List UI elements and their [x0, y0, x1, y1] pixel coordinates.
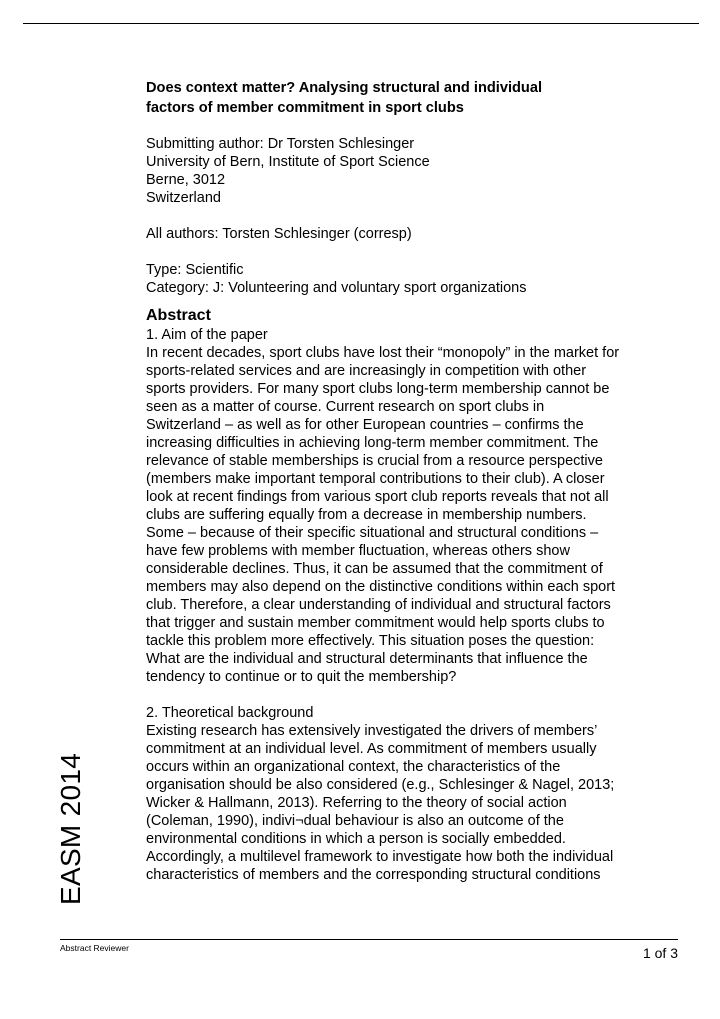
paragraph-line: (members make important temporal contributions to their club). A closer — [146, 471, 605, 487]
paragraph-line: organisation should be also considered (e.g., Schlesinger & Nagel, 2013; — [146, 777, 615, 793]
paragraph-line: Some – because of their specific situational and structural conditions – — [146, 525, 599, 541]
footer-reviewer-label: Abstract Reviewer — [60, 943, 129, 953]
paragraph-line: tackle this problem more effectively. This situation poses the question: — [146, 633, 595, 649]
submitting-author: Submitting author: Dr Torsten Schlesinger — [146, 136, 415, 152]
paper-title — [146, 78, 666, 118]
title-line: factors of member commitment in sport clubs — [146, 100, 464, 116]
paragraph-line: clubs are suffering equally from a decrease in membership numbers. — [146, 507, 587, 523]
paragraph-line: Accordingly, a multilevel framework to investigate how both the individual — [146, 849, 614, 865]
paragraph-line: relevance of stable memberships is crucial from a resource perspective — [146, 453, 603, 469]
header-divider — [23, 23, 699, 24]
country: Switzerland — [146, 190, 221, 206]
paragraph-line: seen as a matter of course. Current research on sport clubs in — [146, 399, 545, 415]
paragraph-line: tendency to continue or to quit the membership? — [146, 669, 457, 685]
submission-info — [146, 135, 666, 207]
paragraph-line: considerable declines. Thus, it can be assumed that the commitment of — [146, 561, 603, 577]
paragraph-line: increasing difficulties in achieving long-term member commitment. The — [146, 435, 599, 451]
paragraph-line: occurs within an organizational context, the characteristics of the — [146, 759, 561, 775]
conference-side-label: EASM 2014 — [55, 752, 86, 905]
section-heading-background: 2. Theoretical background — [146, 705, 314, 721]
paragraph-line: look at recent findings from various sport club reports reveals that not all — [146, 489, 609, 505]
paragraph-line: that trigger and sustain member commitment would help sports clubs to — [146, 615, 605, 631]
paragraph-line: sports providers. For many sport clubs long-term membership cannot be — [146, 381, 610, 397]
paragraph-line: Existing research has extensively investigated the drivers of members’ — [146, 723, 598, 739]
paragraph-line: characteristics of members and the corresponding structural conditions — [146, 867, 601, 883]
paragraph-line: members may also depend on the distinctive conditions within each sport — [146, 579, 616, 595]
abstract-document — [146, 78, 666, 884]
paragraph-line: What are the individual and structural determinants that influence the — [146, 651, 588, 667]
paragraph-line: Wicker & Hallmann, 2013). Referring to the theory of social action — [146, 795, 567, 811]
paragraph-line: have few problems with member fluctuation, whereas others show — [146, 543, 570, 559]
institution: University of Bern, Institute of Sport Science — [146, 154, 430, 170]
paragraph-line: commitment at an individual level. As commitment of members usually — [146, 741, 597, 757]
paragraph-line: club. Therefore, a clear understanding of individual and structural factors — [146, 597, 611, 613]
paragraph-line: (Coleman, 1990), indivi¬dual behaviour is also an outcome of the — [146, 813, 564, 829]
section-aim-body — [146, 344, 666, 686]
section-background-body — [146, 722, 666, 884]
paragraph-line: Switzerland – as well as for other European countries – confirms the — [146, 417, 584, 433]
paragraph-line: sports-related services and are increasingly in competition with other — [146, 363, 587, 379]
all-authors: All authors: Torsten Schlesinger (corresp) — [146, 226, 412, 242]
category-line: Category: J: Volunteering and voluntary sport organizations — [146, 280, 527, 296]
section-background — [146, 704, 666, 884]
type-info — [146, 261, 666, 297]
type-line: Type: Scientific — [146, 262, 244, 278]
authors-info — [146, 225, 666, 243]
paragraph-line: environmental conditions in which a person is socially embedded. — [146, 831, 566, 847]
page-number: 1 of 3 — [642, 945, 678, 961]
footer-divider — [60, 939, 678, 940]
section-heading-aim: 1. Aim of the paper — [146, 327, 268, 343]
abstract-heading: Abstract — [146, 307, 211, 324]
section-aim — [146, 326, 666, 686]
title-line: Does context matter? Analysing structural and individual — [146, 80, 542, 96]
paragraph-line: In recent decades, sport clubs have lost their “monopoly” in the market for — [146, 345, 620, 361]
city: Berne, 3012 — [146, 172, 226, 188]
